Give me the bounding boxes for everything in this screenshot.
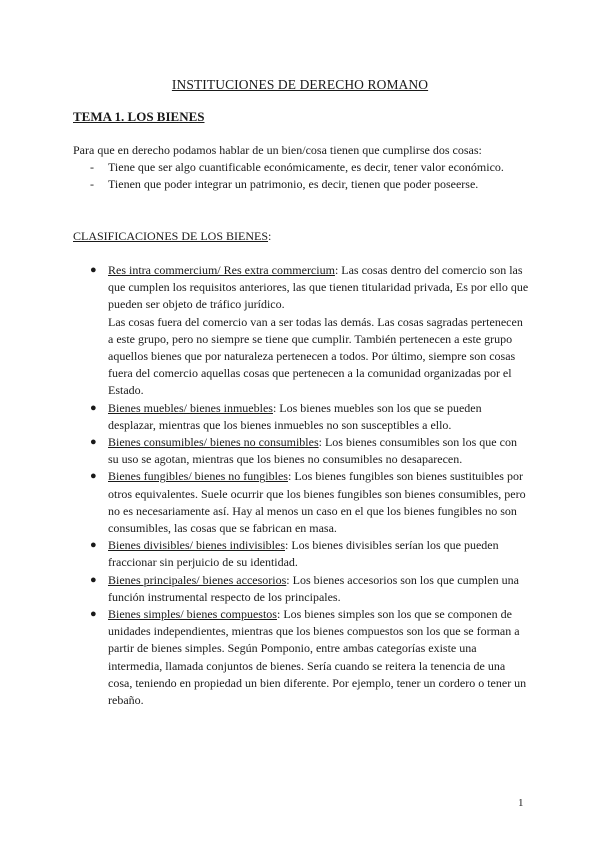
term: Bienes consumibles/ bienes no consumibles	[108, 435, 319, 450]
list-item	[90, 468, 530, 537]
list-item	[90, 262, 530, 400]
term: Bienes fungibles/ bienes no fungibles	[108, 469, 288, 484]
section-heading: TEMA 1. LOS BIENES	[73, 109, 205, 124]
definition: : Los bienes divisibles serían los que pueden fraccionar sin perjuicio de su identidad.	[108, 538, 499, 570]
intro-paragraph: Para que en derecho podamos hablar de un bien/cosa tienen que cumplirse dos cosas:	[73, 143, 482, 157]
term: Res intra commercium/ Res extra commercium	[108, 263, 335, 277]
bullet-icon: ●	[90, 573, 97, 586]
classifications-heading: CLASIFICACIONES DE LOS BIENES:	[73, 229, 272, 243]
bullet-icon: ●	[90, 401, 97, 414]
bullet-icon: ●	[90, 436, 97, 449]
list-item	[90, 537, 530, 571]
list-item	[90, 176, 530, 193]
list-item	[90, 572, 530, 606]
list-item	[90, 606, 530, 709]
document-title: INSTITUCIONES DE DERECHO ROMANO	[171, 77, 429, 92]
definition: : Los bienes consumibles son los que con su uso se agotan, mientras que los bienes no consumibles no desaparecen.	[108, 435, 517, 467]
definition: : Los bienes fungibles son bienes sustituibles por otros equivalentes. Suele ocurrir que los bienes fungibles son bienes consumibles, pero no es necesariamente así. Hay al menos un caso en el que los bienes fungibles no son consumibles, las cosas que se fabrican en masa.	[108, 469, 526, 536]
dash-marker: -	[90, 160, 94, 174]
definition: : Las cosas dentro del comercio son las que cumplen los requisitos anteriores, las que tienen titularidad privada, Es por ello que pueden ser objeto de tráfico jurídico.	[108, 263, 529, 312]
list-item	[90, 400, 530, 434]
term: Bienes muebles/ bienes inmuebles	[108, 400, 273, 415]
bullet-icon: ●	[90, 539, 97, 552]
list-item-text: Tienen que poder integrar un patrimonio, es decir, tienen que poder poseerse.	[108, 177, 479, 191]
definition: : Los bienes simples son los que se componen de unidades independientes, mientras que los bienes compuestos son los que se forman a partir de bienes simples. Según Pomponio, entre ambas categorías existe una intermedia, llamada conjuntos de bienes. Sería cuando se reitera la tenencia de una cosa, teniendo en propiedad un bien diferente. Por ejemplo, tener un cordero o tener un rebaño.	[108, 607, 527, 708]
term: Bienes divisibles/ bienes indivisibles	[108, 538, 285, 553]
term: Bienes principales/ bienes accesorios	[108, 572, 287, 587]
bullet-icon: ●	[90, 470, 97, 483]
term: Bienes simples/ bienes compuestos	[108, 607, 277, 622]
bullet-icon: ●	[90, 264, 97, 276]
definition: : Los bienes muebles son los que se pueden desplazar, mientras que los bienes inmuebles no son susceptibles a ello.	[108, 400, 482, 432]
page-number: 1	[518, 797, 524, 809]
bullet-icon: ●	[90, 608, 97, 621]
list-item-text: Tiene que ser algo cuantificable económicamente, es decir, tener valor económico.	[108, 160, 504, 174]
definition-extra: Las cosas fuera del comercio van a ser todas las demás. Las cosas sagradas pertenecen a este grupo, pero no siempre se tiene que cumplir. También pertenecen a este grupo aquellos bienes que por naturaleza pertenecen a todos. Por último, siempre son cosas fuera del comercio aquellas cosas que pertenecen a la comunidad organizadas por el Estado.	[108, 314, 523, 398]
list-item	[90, 434, 530, 468]
definition: : Los bienes accesorios son los que cumplen una función instrumental respecto de los principales.	[108, 572, 519, 604]
dash-marker: -	[90, 177, 94, 191]
classifications-list	[90, 262, 530, 709]
requirements-list	[90, 159, 530, 193]
list-item	[90, 159, 530, 176]
